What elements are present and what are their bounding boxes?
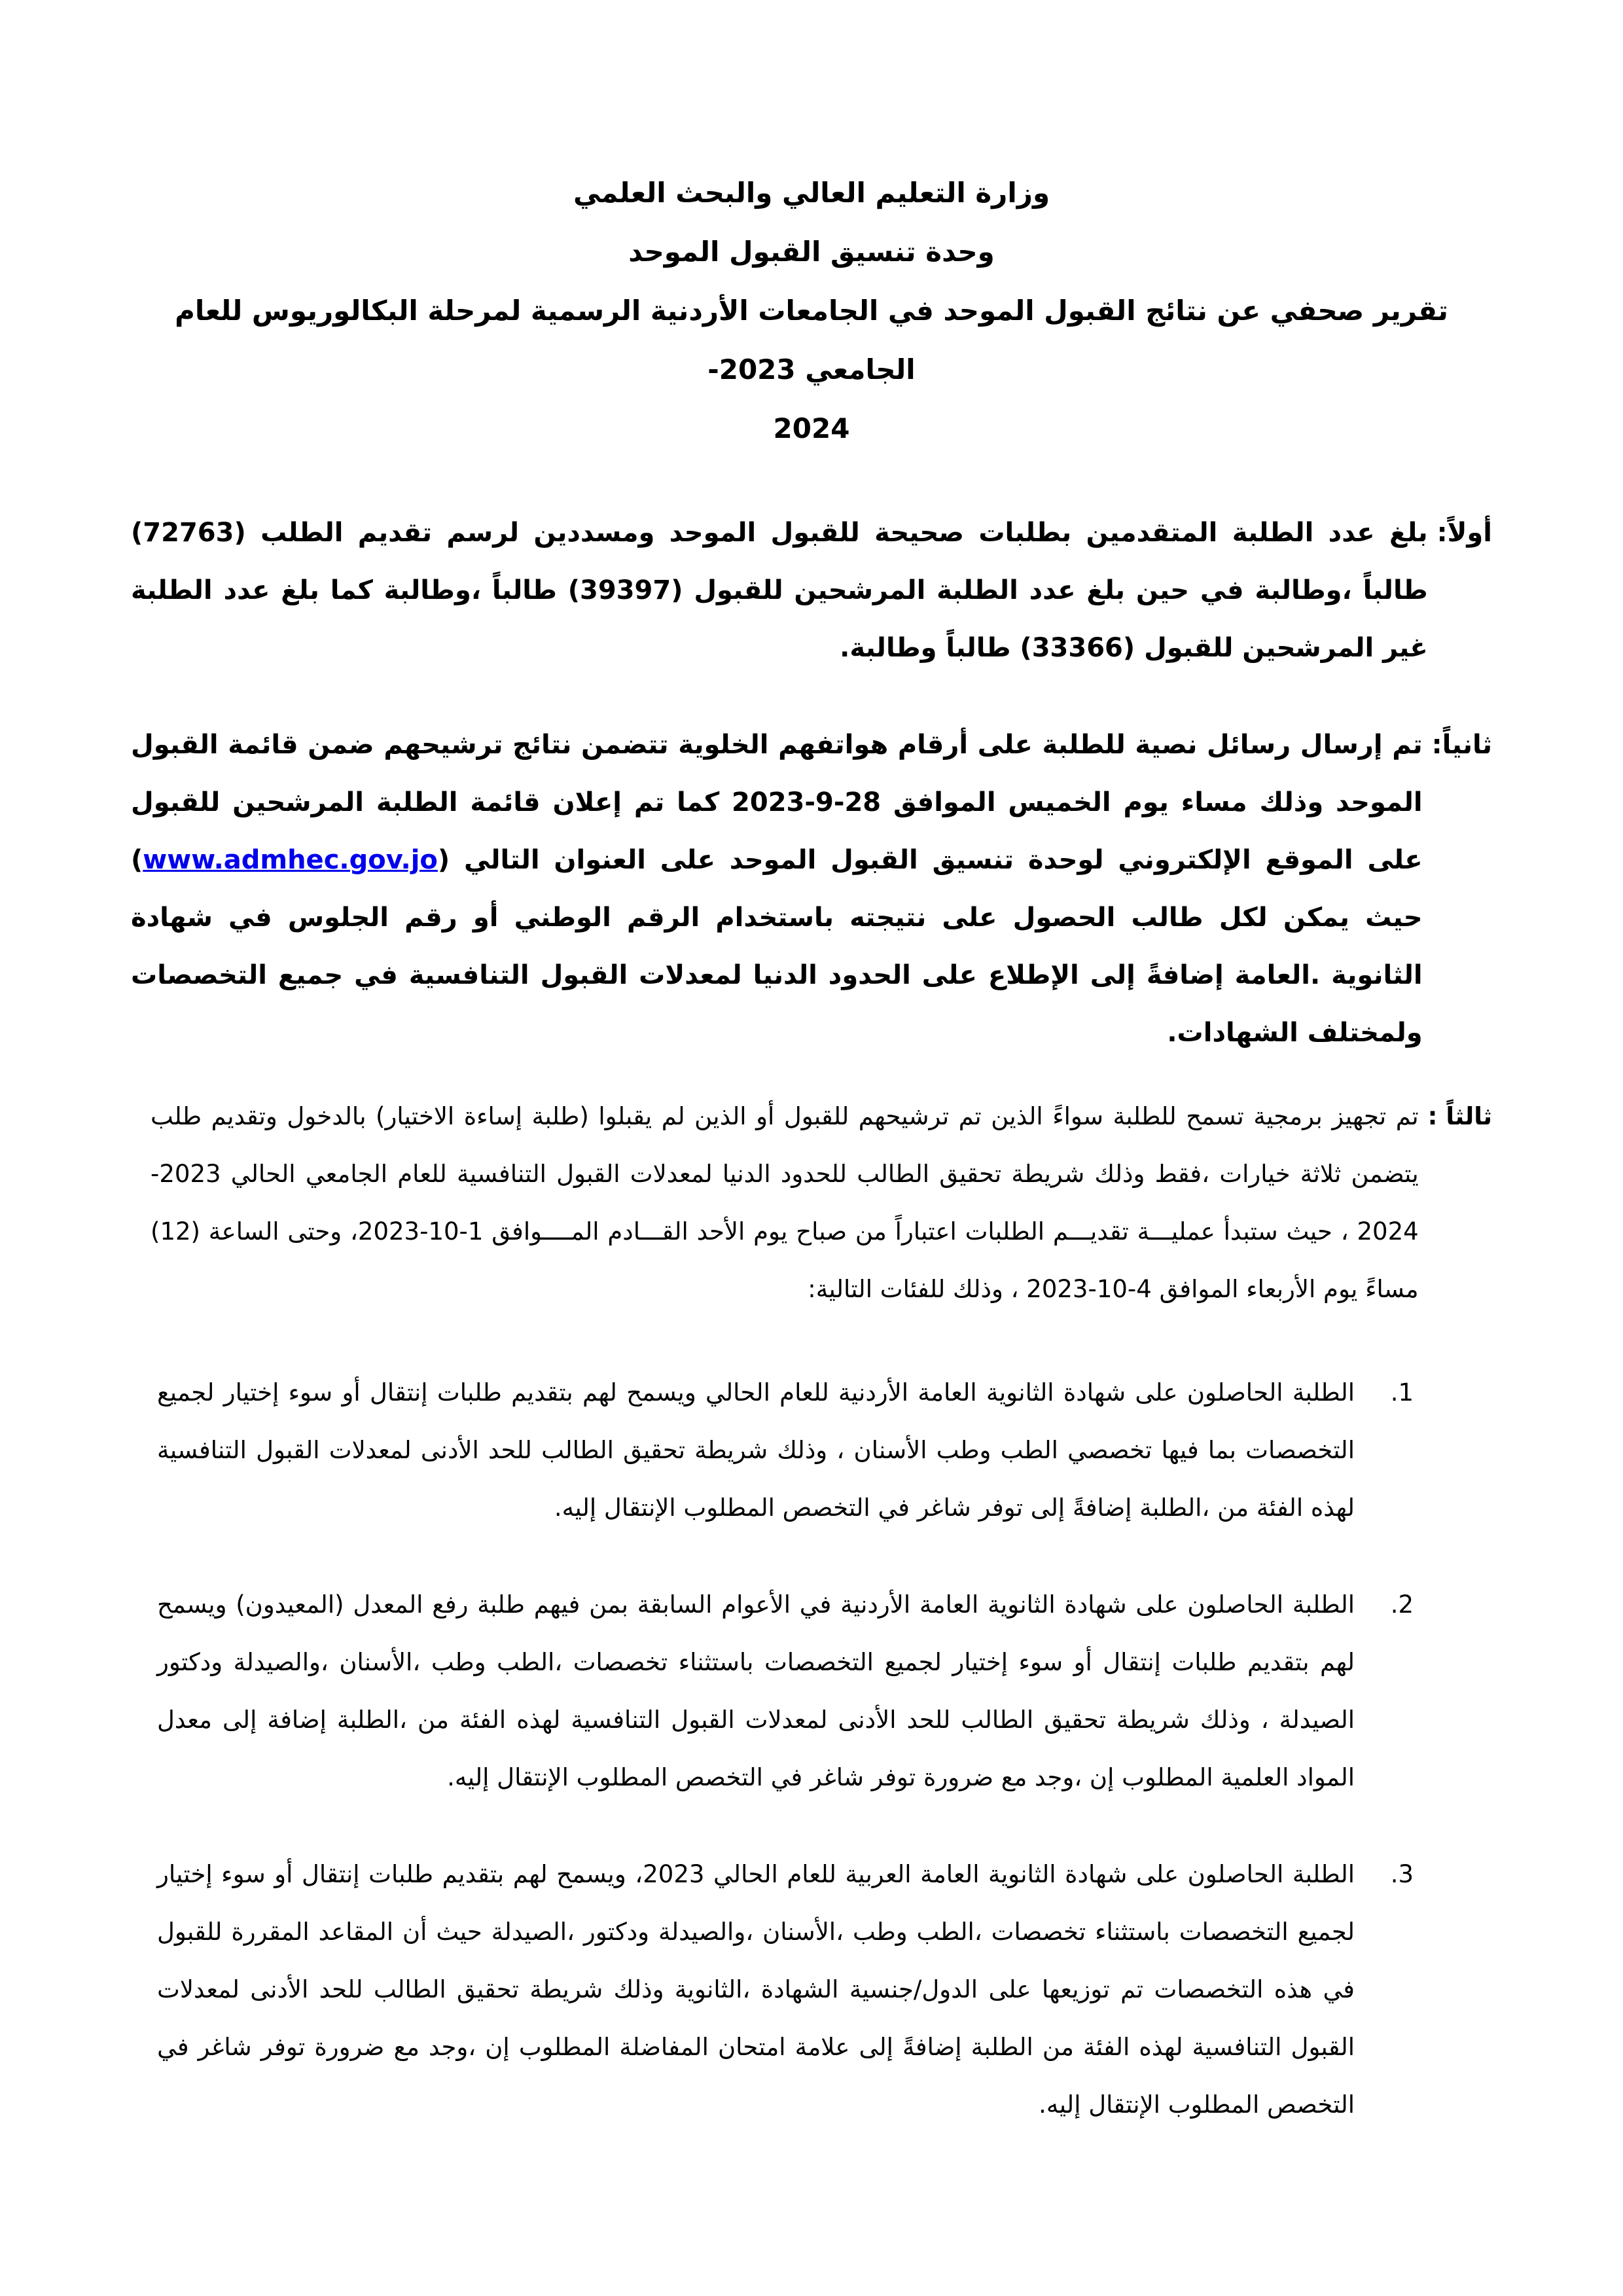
category-text: الطلبة الحاصلون على شهادة الثانوية العامة العربية للعام الحالي 2023، ويسمح لهم بتقديم طلبات إنتقال أو سوء إختيار لجميع التخصصات باستثناء تخصصات ،الطب وطب ،الأسنان ،والصيدلة ودكتور ،الصيدلة حيث أن المقاعد المقررة للقبول في هذه التخصصات تم توزيعها على الدول/جنسية الشهادة ،الثانوية وذلك شريطة تحقيق الطالب للحد الأدنى لمعدلات القبول التنافسية لهذه الفئة من الطلبة إضافةً إلى علامة امتحان المفاضلة المطلوب إن ،وجد مع ضرورة توفر شاغر في التخصص المطلوب الإنتقال إليه. xyxy=(157,1860,1355,2119)
category-text: الطلبة الحاصلون على شهادة الثانوية العامة الأردنية للعام الحالي ويسمح لهم بتقديم طلبات إنتقال أو سوء إختيار لجميع التخصصات بما فيها تخصصي الطب وطب الأسنان ، وذلك شريطة تحقيق الطالب للحد الأدنى لمعدلات القبول التنافسية لهذه الفئة من ،الطلبة إضافةً إلى توفر شاغر في التخصص المطلوب الإنتقال إليه. xyxy=(157,1378,1355,1522)
category-item xyxy=(157,1364,1414,1537)
section-second xyxy=(131,716,1492,1062)
category-number: 1. xyxy=(1390,1378,1414,1407)
section-first-label: أولاً: xyxy=(1436,518,1492,548)
admhec-website-link[interactable]: www.admhec.gov.jo xyxy=(143,845,438,875)
section-second-text xyxy=(131,716,1423,1062)
section-second-text-after-link: ) حيث يمكن لكل طالب الحصول على نتيجته باستخدام الرقم الوطني أو رقم الجلوس في شهادة الثانوية .العامة إضافةً إلى الإطلاع على الحدود الدنيا لمعدلات القبول التنافسية في جميع التخصصات ولمختلف الشهادات. xyxy=(131,845,1423,1048)
section-third-text: تم تجهيز برمجية تسمح للطلبة سواءً الذين تم ترشيحهم للقبول أو الذين لم يقبلوا (طلبة إساءة الاختيار) بالدخول وتقديم طلب يتضمن ثلاثة خيارات ،فقط وذلك شريطة تحقيق الطالب للحدود الدنيا لمعدلات القبول التنافسية للعام الجامعي الحالي 2023-2024 ، حيث ستبدأ عمليـــة تقديـــم الطلبات اعتباراً من صباح يوم الأحد القـــادم المــــوافق 1-10-2023، وحتى الساعة (12) مساءً يوم الأربعاء الموافق 4-10-2023 ، وذلك للفئات التالية: xyxy=(151,1102,1419,1303)
section-second-label: ثانياً: xyxy=(1431,730,1492,760)
category-item xyxy=(157,1576,1414,1806)
category-text: الطلبة الحاصلون على شهادة الثانوية العامة الأردنية في الأعوام السابقة بمن فيهم طلبة رفع المعدل (المعيدون) ويسمح لهم بتقديم طلبات إنتقال أو سوء إختيار لجميع التخصصات باستثناء تخصصات ،الطب وطب ،الأسنان ،والصيدلة ودكتور الصيدلة ، وذلك شريطة تحقيق الطالب للحد الأدنى لمعدلات القبول التنافسية لهذه الفئة من ،الطلبة إضافة إلى معدل المواد العلمية المطلوب إن ،وجد مع ضرورة توفر شاغر في التخصص المطلوب الإنتقال إليه. xyxy=(157,1590,1355,1791)
section-second-text-before-link: تم إرسال رسائل نصية للطلبة على أرقام هواتفهم الخلوية تتضمن نتائج ترشيحهم ضمن قائمة القبول الموحد وذلك مساء يوم الخميس الموافق 28-9-2023 كما تم إعلان قائمة الطلبة المرشحين للقبول على الموقع الإلكتروني لوحدة تنسيق القبول الموحد على العنوان التالي ( xyxy=(131,730,1423,875)
document-header xyxy=(131,164,1492,458)
report-title: تقرير صحفي عن نتائج القبول الموحد في الجامعات الأردنية الرسمية لمرحلة البكالوريوس للعام الجامعي 2023- xyxy=(175,295,1448,386)
categories-list xyxy=(131,1364,1492,2134)
category-number: 3. xyxy=(1390,1860,1414,1888)
section-third xyxy=(131,1088,1492,1318)
category-number: 2. xyxy=(1390,1590,1414,1619)
section-first-text: بلغ عدد الطلبة المتقدمين بطلبات صحيحة للقبول الموحد ومسددين لرسم تقديم الطلب (72763) طالباً ،وطالبة في حين بلغ عدد الطلبة المرشحين للقبول (39397) طالباً ،وطالبة كما بلغ عدد الطلبة غير المرشحين للقبول (33366) طالباً وطالبة. xyxy=(131,518,1428,663)
report-title-year: 2024 xyxy=(773,412,850,444)
section-third-label: ثالثاً : xyxy=(1427,1102,1492,1130)
unit-name: وحدة تنسيق القبول الموحد xyxy=(628,236,995,268)
category-item xyxy=(157,1846,1414,2134)
ministry-name: وزارة التعليم العالي والبحث العلمي xyxy=(573,177,1050,209)
section-first xyxy=(131,504,1492,677)
